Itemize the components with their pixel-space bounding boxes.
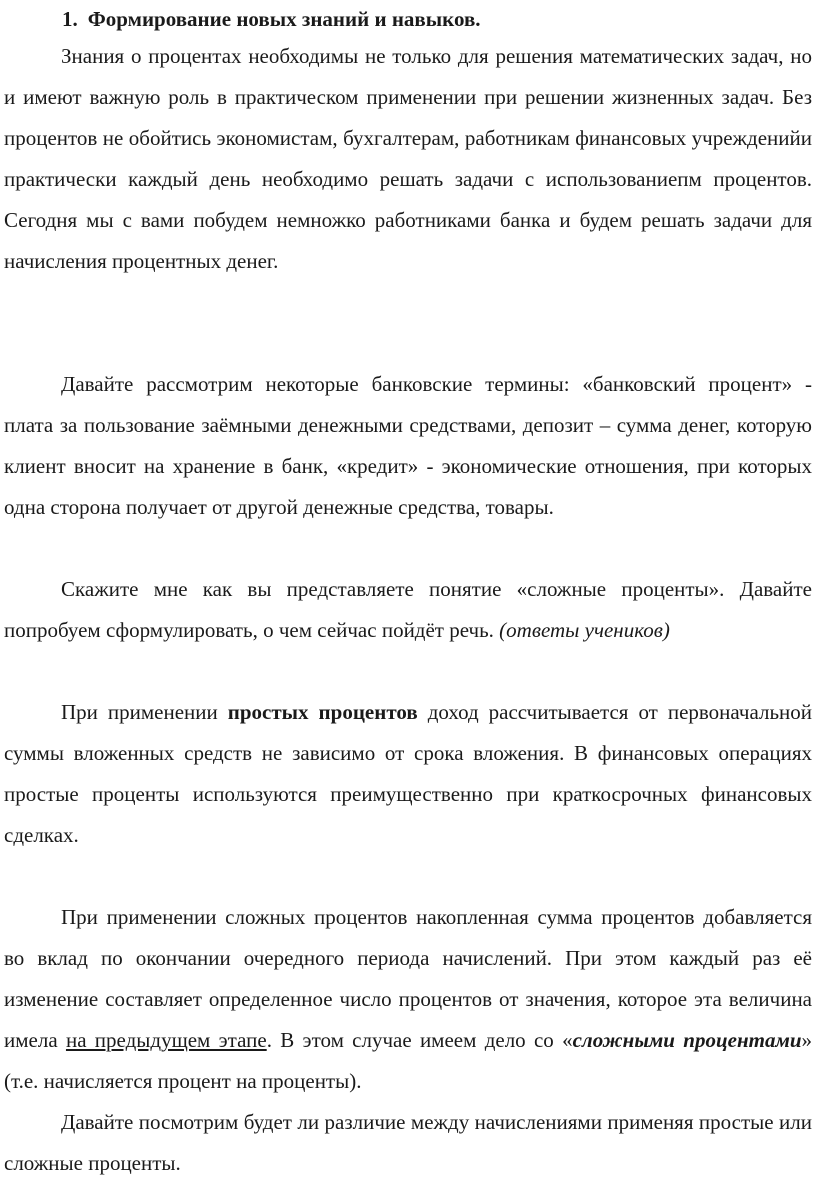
paragraph-bank-terms <box>4 364 812 528</box>
simple-interest-after: доход рассчитывается от первоначальной суммы вложенных средств не зависимо от срока вложения. В финансовых операциях простые проценты используются преимущественно при краткосрочных финансовых сделках. <box>4 700 812 847</box>
section-heading <box>62 6 481 32</box>
compound-interest-before: При применении сложных процентов накопленная сумма процентов добавляется во вклад по окончании очередного периода начислений. При этом каждый раз её изменение составляет определенное число процентов от значения, которое эта величина имела <box>4 905 812 1052</box>
students-answers-note: (ответы учеников) <box>499 618 670 642</box>
simple-interest-term: простых процентов <box>227 700 418 724</box>
paragraph-question-text: Скажите мне как вы представляете понятие «сложные проценты». Давайте попробуем сформулировать, о чем сейчас пойдёт речь. <box>4 577 812 642</box>
paragraph-comparison <box>4 1102 812 1184</box>
heading-number: 1. <box>62 7 78 31</box>
paragraph-compound-interest <box>4 897 812 1102</box>
compound-interest-term: сложными процентами <box>572 1028 802 1052</box>
paragraph-intro-text: Знания о процентах необходимы не только для решения математических задач, но и имеют важную роль в практическом применении при решении жизненных задач. Без процентов не обойтись экономистам, бухгалтерам, работникам финансовых учрежденийи практически каждый день необходимо решать задачи с использованиепм процентов. Сегодня мы с вами побудем немножко работниками банка и будем решать задачи для начисления процентных денег. <box>4 44 812 273</box>
paragraph-question <box>4 569 812 651</box>
paragraph-intro <box>4 36 812 282</box>
compound-interest-middle: . В этом случае имеем дело со « <box>266 1028 573 1052</box>
compound-interest-after: » (т.е. начисляется процент на проценты). <box>4 1028 813 1093</box>
heading-text: Формирование новых знаний и навыков. <box>87 7 481 31</box>
paragraph-simple-interest <box>4 692 812 856</box>
previous-stage-phrase: на предыдущем этапе <box>65 1028 267 1052</box>
simple-interest-before: При применении <box>61 700 228 724</box>
paragraph-comparison-text: Давайте посмотрим будет ли различие между начислениями применяя простые или сложные проценты. <box>4 1110 812 1175</box>
paragraph-bank-terms-text: Давайте рассмотрим некоторые банковские термины: «банковский процент» - плата за пользование заёмными денежными средствами, депозит – сумма денег, которую клиент вносит на хранение в банк, «кредит» - экономические отношения, при которых одна сторона получает от другой денежные средства, товары. <box>4 372 812 519</box>
